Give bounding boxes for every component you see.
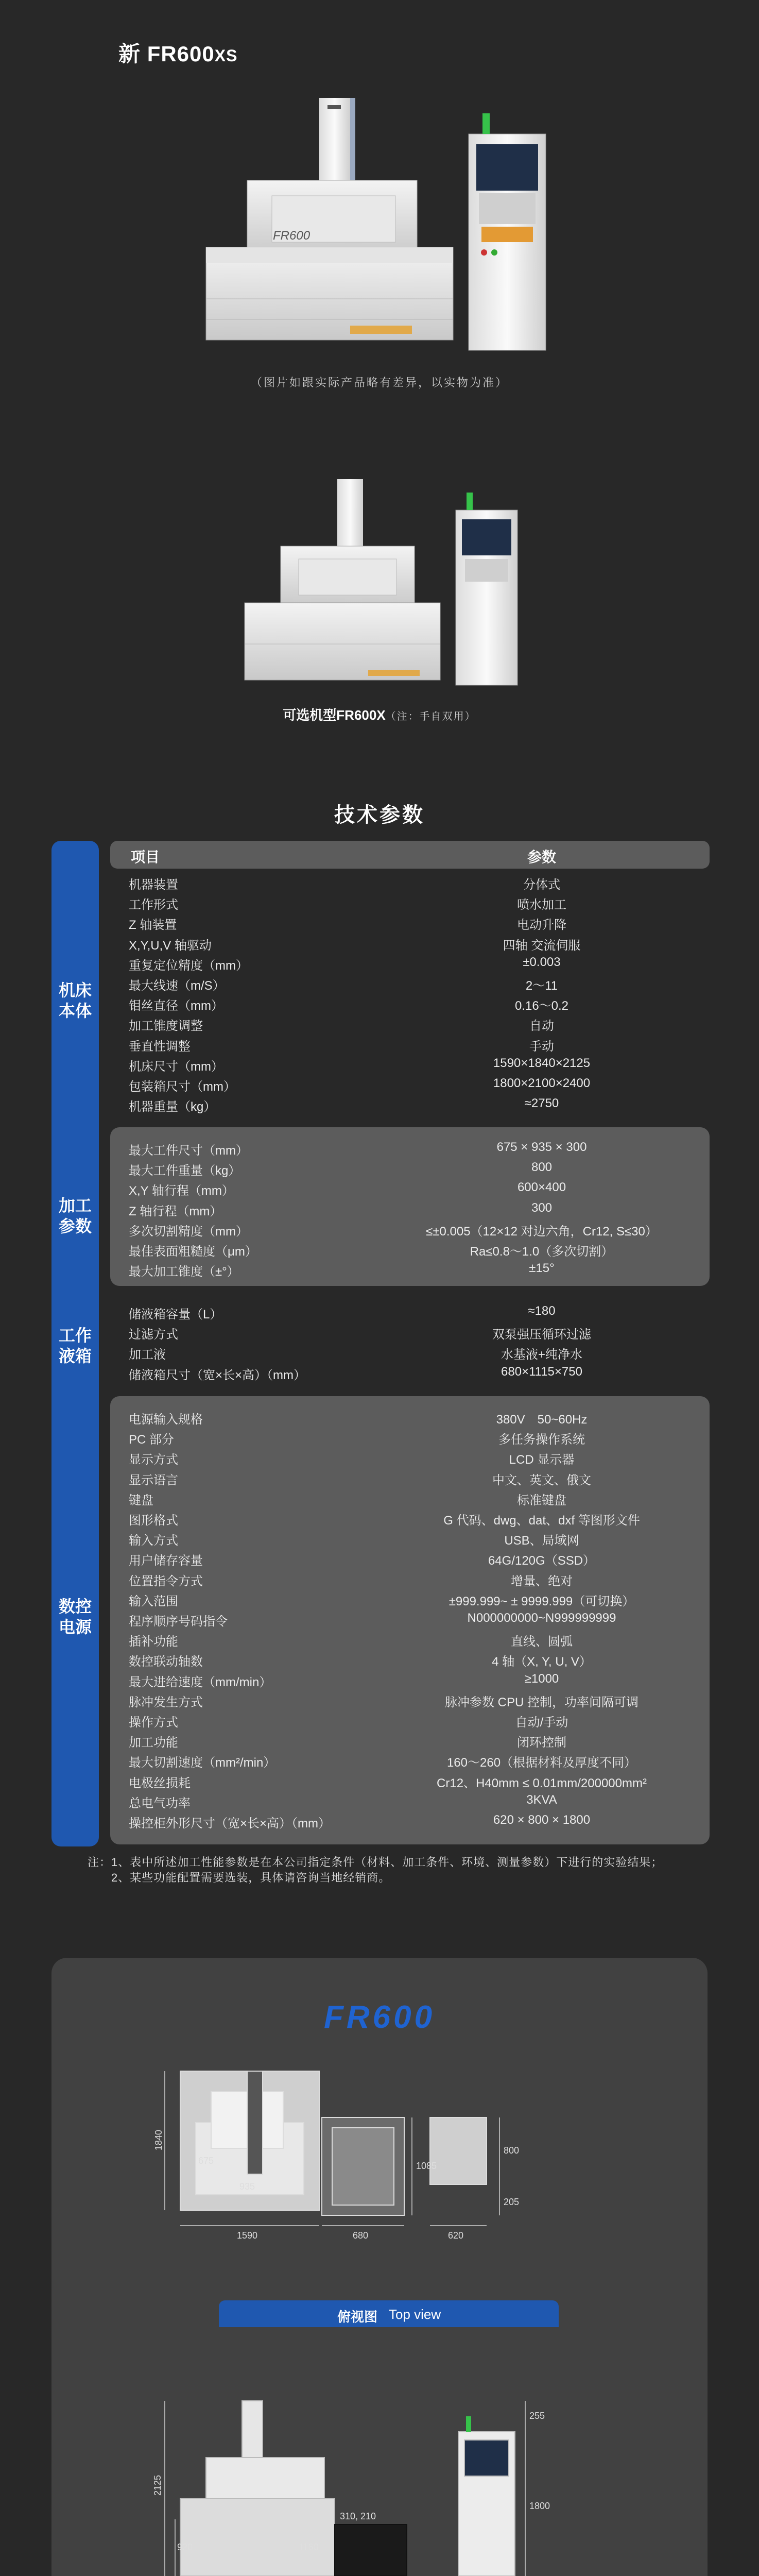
spec-section-title: 技术参数 [334, 804, 425, 826]
spec-row [110, 1446, 710, 1466]
top-view-label-cn: 俯视图 [337, 2309, 378, 2325]
spec-row [110, 871, 710, 891]
spec-value: 直线、圆弧 [511, 1635, 573, 1649]
spec-value: 800 [531, 1160, 553, 1175]
footnote-2: 2、某些功能配置需要选装，具体请咨询当地经销商。 [88, 1871, 391, 1884]
spec-value: Cr12、H40mm ≤ 0.01mm/200000mm² [437, 1776, 647, 1790]
spec-table-header [110, 841, 710, 869]
spec-value: 分体式 [523, 878, 560, 892]
spec-row [110, 1405, 710, 1426]
page-title [118, 37, 237, 68]
spec-key: 显示语言 [129, 1473, 178, 1487]
dim-front-table-height: 920 [177, 2542, 193, 2552]
spec-key: 电极丝损耗 [129, 1776, 191, 1790]
dim-top-inner-width: 935 [239, 2181, 255, 2192]
dim-top-cabinet-depth: 800 [504, 2145, 520, 2156]
spec-value: 标准键盘 [517, 1493, 566, 1507]
spec-row [110, 1361, 710, 1381]
spec-value: 自动 [529, 1019, 554, 1033]
spec-row [110, 1809, 710, 1829]
spec-row [110, 1320, 710, 1341]
group-label-text: 加工参数 [58, 1196, 92, 1235]
spec-row [110, 1789, 710, 1809]
title-suffix: XS [214, 46, 238, 65]
spec-key: 多次切割精度（mm） [129, 1224, 248, 1239]
spec-value: ≥1000 [524, 1671, 559, 1686]
spec-key: 输入方式 [129, 1534, 178, 1548]
spec-row [110, 1053, 710, 1073]
group-label-text: 数控电源 [58, 1597, 92, 1636]
group-label-cnc [57, 1596, 93, 1637]
spec-key: 重复定位精度（mm） [129, 958, 248, 973]
spec-key: X,Y 轴行程（mm） [129, 1184, 234, 1198]
spec-value: 380V 50~60Hz [496, 1413, 588, 1427]
spec-key: 工作形式 [129, 898, 178, 912]
optional-model-name: 可选机型FR600X [283, 707, 386, 723]
spec-key: 钼丝直径（mm） [129, 999, 223, 1013]
spec-key: Z 轴行程（mm） [129, 1204, 222, 1218]
spec-group-machine [110, 870, 710, 1116]
spec-key: PC 部分 [129, 1433, 175, 1447]
spec-row [110, 1300, 710, 1320]
spec-key: 电源输入规格 [129, 1413, 203, 1427]
spec-key: 位置指令方式 [129, 1574, 203, 1588]
spec-row [110, 1749, 710, 1769]
spec-key: 输入范围 [129, 1594, 178, 1608]
spec-value: 四轴 交流伺服 [503, 938, 581, 953]
spec-row [110, 1217, 710, 1238]
spec-group-processing [110, 1127, 710, 1286]
spec-row [110, 1567, 710, 1587]
drawing-card [51, 1958, 708, 2576]
footnote-1: 注：1、表中所述加工性能参数是在本公司指定条件（材料、加工条件、环境、测量参数）下进行的实验结果； [88, 1856, 663, 1869]
spec-row [110, 1073, 710, 1093]
spec-key: 包装箱尺寸（mm） [129, 1080, 236, 1094]
spec-value: ≈2750 [524, 1096, 559, 1111]
dim-top-cabinet-small: 205 [504, 2197, 520, 2207]
spec-value: 600×400 [517, 1180, 566, 1195]
spec-value: Ra≤0.8～1.0（多次切割） [470, 1245, 614, 1259]
spec-key: 最大切割速度（mm²/min） [129, 1756, 276, 1770]
spec-value: 手动 [529, 1039, 554, 1054]
spec-key: 图形格式 [129, 1514, 178, 1528]
top-view-drawing [144, 2061, 639, 2246]
spec-row [110, 911, 710, 931]
spec-value: USB、局域网 [504, 1534, 579, 1548]
spec-key: 加工液 [129, 1348, 166, 1362]
spec-value: 中文、英文、俄文 [492, 1473, 591, 1487]
spec-value: ≤±0.005（12×12 对边六角，Cr12, S≤30） [426, 1224, 658, 1239]
spec-row [110, 1426, 710, 1446]
spec-value: 620 × 800 × 1800 [493, 1813, 591, 1827]
group-label-machine [57, 980, 93, 1021]
spec-key: 总电气功率 [129, 1796, 191, 1810]
spec-key: 机器重量（kg） [129, 1100, 216, 1114]
spec-row [110, 1032, 710, 1053]
dim-top-inner-height: 675 [198, 2156, 214, 2166]
spec-key: 过滤方式 [129, 1328, 178, 1342]
dim-front-cabinet-top: 255 [529, 2411, 545, 2421]
top-view-label-en: Top view [389, 2307, 441, 2322]
photo-caption: （图片如跟实际产品略有差异，以实物为准） [250, 376, 508, 389]
dim-top-machine-width: 1590 [237, 2230, 258, 2241]
spec-key: 机床尺寸（mm） [129, 1059, 223, 1074]
spec-row [110, 972, 710, 992]
title-prefix: 新 [118, 42, 141, 66]
spec-row [110, 891, 710, 911]
spec-value: 闭环控制 [517, 1736, 566, 1750]
spec-value: 双泵强压循环过滤 [492, 1328, 591, 1342]
spec-value: 160～260（根据材料及厚度不同） [446, 1756, 637, 1770]
dim-front-height: 2125 [152, 2475, 163, 2496]
spec-key: 显示方式 [129, 1453, 178, 1467]
spec-key: 机器装置 [129, 878, 178, 892]
spec-value: ≈180 [528, 1304, 556, 1318]
spec-key: 操控柜外形尺寸（宽×长×高）（mm） [129, 1817, 331, 1831]
spec-row [110, 1137, 710, 1157]
spec-value: G 代码、dwg、dat、dxf 等图形文件 [443, 1514, 640, 1528]
spec-value: 自动/手动 [515, 1716, 568, 1730]
spec-value: 1800×2100×2400 [493, 1076, 591, 1090]
top-view-label [219, 2300, 559, 2327]
spec-row [110, 1177, 710, 1197]
spec-key: 垂直性调整 [129, 1039, 191, 1054]
spec-row [110, 992, 710, 1012]
spec-row [110, 1648, 710, 1668]
spec-row [110, 1238, 710, 1258]
spec-value: 增量、绝对 [511, 1574, 573, 1588]
col-item-header: 项目 [131, 849, 160, 865]
spec-sidebar [51, 841, 99, 1846]
spec-row [110, 1258, 710, 1278]
spec-row [110, 1607, 710, 1628]
spec-key: 插补功能 [129, 1635, 178, 1649]
spec-value: 3KVA [526, 1792, 557, 1807]
group-label-text: 机床本体 [58, 981, 92, 1020]
spec-row [110, 1688, 710, 1708]
dim-top-cabinet-width: 620 [448, 2230, 464, 2241]
spec-row [110, 1769, 710, 1789]
title-model: FR600 [147, 42, 215, 66]
spec-row [110, 1466, 710, 1486]
spec-row [110, 1012, 710, 1032]
spec-row [110, 1587, 710, 1607]
spec-value: N000000000~N999999999 [467, 1611, 616, 1625]
spec-row [110, 1708, 710, 1728]
spec-group-fluid [110, 1299, 710, 1390]
spec-row [110, 1728, 710, 1749]
dim-front-range: 310, 210 [340, 2511, 376, 2521]
spec-row [110, 1341, 710, 1361]
spec-key: 最大进给速度（mm/min） [129, 1675, 272, 1689]
spec-value: ±999.999~ ± 9999.999（可切换） [449, 1594, 635, 1608]
spec-row [110, 1197, 710, 1217]
spec-value: 0.16～0.2 [514, 999, 569, 1013]
spec-key: 储液箱容量（L） [129, 1308, 222, 1321]
group-label-fluid [57, 1325, 93, 1366]
machine-photo-main [196, 93, 566, 361]
spec-key: 数控联动轴数 [129, 1655, 203, 1669]
dim-top-height: 1840 [153, 2129, 164, 2150]
spec-key: 最大工件重量（kg） [129, 1164, 241, 1178]
spec-value: 300 [531, 1200, 553, 1215]
spec-value: 680×1115×750 [501, 1364, 582, 1379]
spec-key: 用户储存容量 [129, 1554, 203, 1568]
spec-value: 2～11 [525, 979, 558, 993]
spec-value: 水基液+纯净水 [501, 1348, 582, 1362]
spec-group-cnc [110, 1396, 710, 1844]
spec-row [110, 1506, 710, 1527]
spec-row [110, 1547, 710, 1567]
spec-key: 最大线速（m/S） [129, 979, 225, 993]
machine-brand-text: FR600 [273, 229, 310, 243]
spec-row [110, 1093, 710, 1113]
group-label-processing [57, 1195, 93, 1236]
spec-key: 加工锥度调整 [129, 1019, 203, 1033]
spec-key: 程序顺序号码指令 [129, 1615, 228, 1629]
optional-model-caption [0, 705, 759, 724]
spec-value: 多任务操作系统 [498, 1433, 585, 1447]
drawing-title: FR600 [323, 1999, 436, 2035]
spec-key: 加工功能 [129, 1736, 178, 1750]
spec-value: ±15° [529, 1261, 555, 1276]
machine-photo-optional [239, 474, 528, 696]
spec-row [110, 952, 710, 972]
spec-row [110, 1668, 710, 1688]
spec-key: 储液箱尺寸（宽×长×高）（mm） [129, 1368, 306, 1382]
dim-top-tank-length: 1085 [416, 2161, 437, 2171]
group-label-text: 工作液箱 [58, 1326, 92, 1365]
spec-row [110, 1527, 710, 1547]
spec-key: 最大工件尺寸（mm） [129, 1144, 248, 1158]
spec-key: X,Y,U,V 轴驱动 [129, 938, 212, 953]
spec-key: 最大加工锥度（±°） [129, 1265, 239, 1279]
dim-top-tank-width: 680 [353, 2230, 369, 2241]
col-param-header: 参数 [527, 849, 557, 865]
spec-key: 最佳表面粗糙度（μm） [129, 1245, 257, 1259]
spec-value: 电动升降 [517, 918, 566, 933]
spec-key: Z 轴装置 [129, 918, 177, 933]
spec-row [110, 1157, 710, 1177]
spec-row [110, 1486, 710, 1506]
front-view-drawing [144, 2396, 639, 2576]
spec-row [110, 1628, 710, 1648]
spec-value: 脉冲参数 CPU 控制，功率间隔可调 [444, 1695, 639, 1709]
dim-front-mid: 1160 [299, 2542, 319, 2552]
dim-front-cabinet-height: 1800 [529, 2501, 550, 2511]
spec-key: 操作方式 [129, 1716, 178, 1730]
spec-value: ±0.003 [523, 955, 561, 969]
spec-row [110, 931, 710, 952]
spec-value: 1590×1840×2125 [493, 1056, 591, 1070]
spec-key: 脉冲发生方式 [129, 1695, 203, 1709]
spec-key: 键盘 [129, 1493, 153, 1507]
spec-value: 喷水加工 [517, 898, 566, 912]
optional-model-note: （注：手自双用） [385, 711, 476, 722]
spec-value: 675 × 935 × 300 [496, 1140, 587, 1154]
spec-value: 4 轴（X, Y, U, V） [492, 1655, 592, 1669]
spec-value: LCD 显示器 [509, 1453, 575, 1467]
spec-value: 64G/120G（SSD） [488, 1554, 596, 1568]
